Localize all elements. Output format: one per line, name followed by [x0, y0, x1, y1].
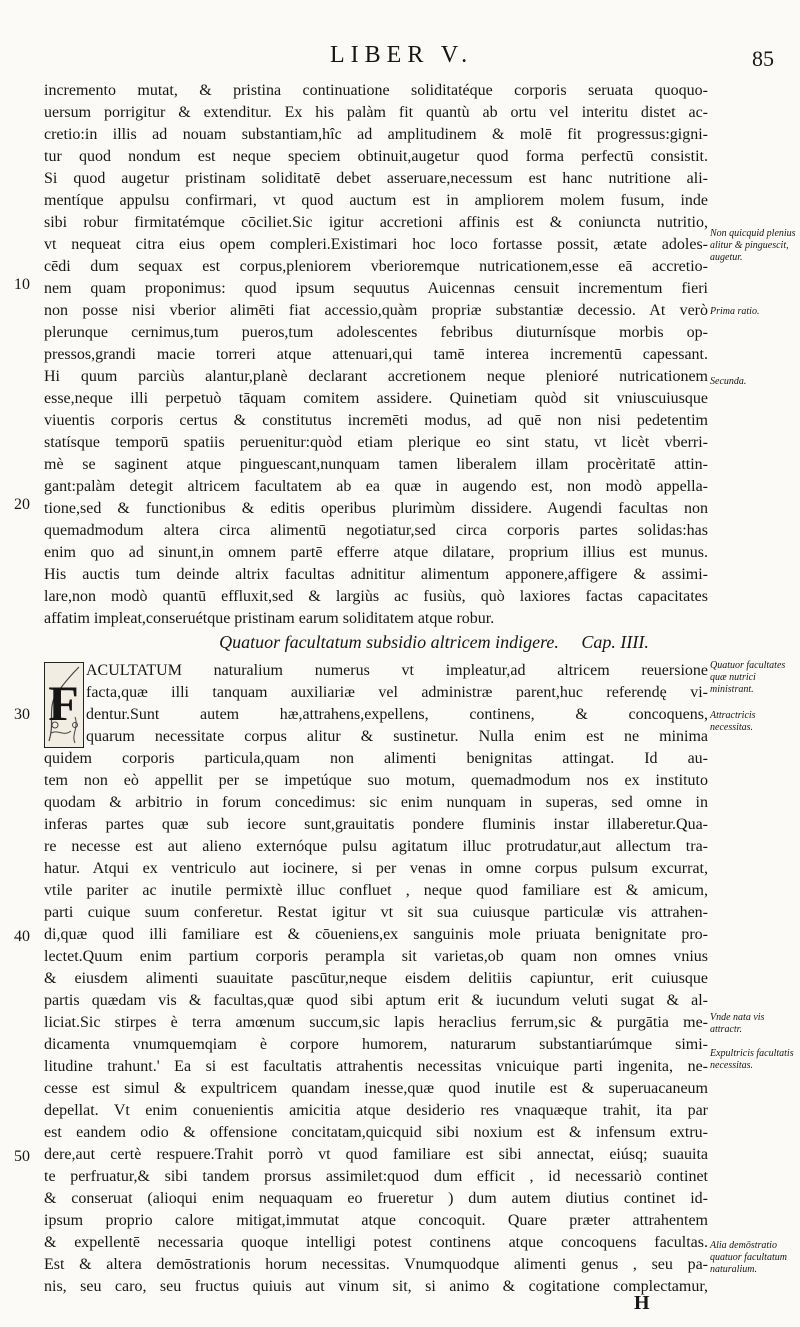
text-line: tem non eò appellit per se impetúque suo motum, quemadmodum nos ex instituto [44, 772, 708, 789]
line-number: 30 [14, 706, 30, 723]
text-line: lectet.Quum enim partium corporis perampla sit varietas,ob quam non omnes vnius [44, 948, 708, 965]
text-line: depellat. Vt enim conuenientis amicitia atque desiderio res vnaquæque trahit, ita par [44, 1102, 708, 1119]
sidenote: Vnde nata vis attractr. [710, 1012, 765, 1035]
line-number: 20 [14, 496, 30, 513]
text-line: tur quod nondum est neque speciem obtinuit,augetur quod forma perfectū consistit. [44, 148, 708, 165]
sidenote: Prima ratio. [710, 306, 760, 317]
text-line: nem quam proponimus: quod ipsum sequutus Auicennas censuit incrementum fieri [44, 280, 708, 297]
text-line: ACULTATUM naturalium numerus vt impleatur,ad altricem reuersione [86, 662, 708, 679]
text-line: uersum porrigitur & extenditur. Ex his palàm fit quantù ab ortu vel interitu distet ac- [44, 104, 708, 121]
text-line: Si quod augetur pristinam soliditatē debet asseruare,necessum est hanc nutritione ali- [44, 170, 708, 187]
text-line: Hi quum parciùs alantur,planè declarant accretionem neque plenioré nutricationem [44, 368, 708, 385]
ornamental-initial [44, 662, 84, 748]
text-line: incremento mutat, & pristina continuatione soliditatéque corporis seruata quoquo- [44, 82, 708, 99]
drop-cap-letter: F [48, 675, 79, 731]
sidenote: Expultricis facultatis necessitas. [710, 1048, 794, 1071]
text-line: His auctis tum deinde altrix facultas adnititur alimentum apponere,affigere & assimi- [44, 566, 708, 583]
text-line: inferas partes quæ sub iecore sunt,grauitatis pondere fluminis instar illaberetur.Qua- [44, 816, 708, 833]
text-line: esse,neque illi perpetuò tāquam comitem assidere. Quinetiam quòd sit vniuscuiusque [44, 390, 708, 407]
text-line: di,quæ quod illi familiare est & cōueniens,ex sanguinis mole priuata benignitate pro- [44, 926, 708, 943]
text-line: & conseruat (alioqui enim nequaquam eo frueretur ) dum autem diutius continet id- [44, 1190, 708, 1207]
text-line: lare,non modò quantū effluxit,sed & largiùs ac fusiùs, quò laxiores factas capacitates [44, 588, 708, 605]
page-header [0, 42, 800, 76]
text-line: cesse est simul & expultricem quandam inesse,quæ quod inutile est & superuacaneum [44, 1080, 708, 1097]
text-line: liciat.Sic stirpes è terra amœnum succum,sic lapis heraclius ferrum,sic & purgātia me- [44, 1014, 708, 1031]
text-line: quodam & arbitrio in forum concedimus: sic enim nunquam in superas, sed omne in [44, 794, 708, 811]
text-line: re necesse est aut alieno externóque pulsu agitatum illuc protrudatur,aut allectum tra- [44, 838, 708, 855]
chapter-number: Cap. IIII. [581, 632, 649, 652]
text-line: & eiusdem alimenti suauitate pascūtur,neque eisdem delitiis capiuntur, erit cuiusque [44, 970, 708, 987]
text-line: vtile pariter ac inutile permixtè illuc confluet , neque quod familiare est & amicum, [44, 882, 708, 899]
text-line: dentur.Sunt autem hæ,attrahens,expellens, continens, & concoquens, [86, 706, 708, 723]
text-line: mè se saginent atque pinguescant,nunquam tamen liberalem illam procèritatē attin- [44, 456, 708, 473]
text-line: pressos,grandi macie torreri atque attenuari,qui tamē interea incrementū capessant. [44, 346, 708, 363]
text-line: est eandem odio & offensione concitatam,quicquid sibi noxium est & infensum extru- [44, 1124, 708, 1141]
text-line: gant:palàm detegit altricem facultatem ab ea quæ in augendo est, non modò appella- [44, 478, 708, 495]
text-line: cretio:in illis ad nouam substantiam,hîc ad amplitudinem & molē fit progressus:gigni- [44, 126, 708, 143]
text-line: cēdi dum sequax est corpus,pleniorem vberioremque nutricationem,esse eā accretio- [44, 258, 708, 275]
page-number: 85 [752, 46, 774, 71]
text-line: mentíque appulsu confirmari, vt quod auctum est in ampliorem molem fusum, inde [44, 192, 708, 209]
text-line: ipsum proprio calore mitigat,immutat atque concoquit. Quare præter attrahentem [44, 1212, 708, 1229]
text-line: dicamenta vnumquemqiam è corpore humorem, naturarum substantiarúmque simi- [44, 1036, 708, 1053]
text-line: enim quo ad sinunt,in omnem partē efferre atque dilatare, proprium illius est munus. [44, 544, 708, 561]
text-line: dere,aut certè respuere.Trahit porrò vt quod familiare est sibi annectat, eiúsq; suauita [44, 1146, 708, 1163]
text-line: Est & altera demōstrationis horum necessitas. Vnumquodque alimenti genus , seu pa- [44, 1256, 708, 1273]
catchword: H [634, 1292, 650, 1314]
sidenote: Attractricis necessitas. [710, 710, 756, 733]
line-number: 50 [14, 1148, 30, 1165]
chapter-title: Quatuor facultatum subsidio altricem indigere. [219, 632, 559, 652]
chapter-heading [134, 632, 734, 658]
sidenote: Secunda. [710, 376, 747, 387]
text-line: affatim impleat,conseruétque pristinam earum soliditatem atque robur. [44, 610, 495, 627]
line-number: 10 [14, 276, 30, 293]
text-line: non posse nisi vberior alimēti fiat accessio,quàm propriæ substantiæ decessio. At verò [44, 302, 708, 319]
text-line: te perfruatur,& sibi tandem prorsus assimilet:quod dum efficit , id necessariò continet [44, 1168, 708, 1185]
sidenote: Alia demōstratio quatuor facultatum naturalium. [710, 1240, 787, 1275]
text-line: statísque temporū spatiis peruenitur:quòd etiam plerique eo sint statu, vt licèt vberri- [44, 434, 708, 451]
running-head: LIBER V. [330, 42, 474, 68]
text-line: parti cuique suum conferetur. Restat igitur vt sit sua cuiusque particulæ vis attrahen- [44, 904, 708, 921]
text-line: quemadmodum altera circa alimentū negotiatur,sed circa corporis partes solidas:has [44, 522, 708, 539]
text-line: & expellentē necessaria quoque intelligi potest continens atque concoquens facultas. [44, 1234, 708, 1251]
text-line: litudine trahunt.' Ea si est facultatis attrahentis necessitas vnicuique parti ingenita, ne- [44, 1058, 708, 1075]
sidenote: Quatuor facultates quæ nutrici ministrant. [710, 660, 786, 695]
text-line: nis, seu caro, seu fructus quiuis aut vinum sit, si animo & cogitatione complectamur, [44, 1278, 708, 1295]
line-number: 40 [14, 928, 30, 945]
text-line: facta,quæ illi tanquam auxiliariæ vel administræ parent,huc referendę vi- [86, 684, 708, 701]
text-line: sibi robur firmitatémque cōciliet.Sic igitur accretioni affinis est & coniuncta nutritio, [44, 214, 708, 231]
text-line: quidem corporis particula,quam non alimenti benignitas attingat. Id au- [44, 750, 708, 767]
text-line: vt nequeat citra eius opem compleri.Existimari hoc loco fortasse possit, ætate adoles- [44, 236, 708, 253]
text-line: viuentis corporis certus & constitutus incremēti modus, ad quē non nisi pedetentim [44, 412, 708, 429]
text-line: quarum necessitate corpus alitur & sustinetur. Nulla enim est ne minima [86, 728, 708, 745]
sidenote: Non quicquid plenius alitur & pinguescit, augetur. [710, 228, 796, 263]
text-line: tione,sed & functionibus & editis operibus plurimùm dissidere. Augendi facultas non [44, 500, 708, 517]
text-line: partis quædam vis & facultas,quæ quod sibi aptum erit & iucundum veluti sugat & al- [44, 992, 708, 1009]
text-line: plerunque cernimus,tum pueros,tum adolescentes febribus diuturnísque morbis op- [44, 324, 708, 341]
text-line: hatur. Atqui ex ventriculo aut iocinere, si per venas in omne corpus pulsum excurrat, [44, 860, 708, 877]
